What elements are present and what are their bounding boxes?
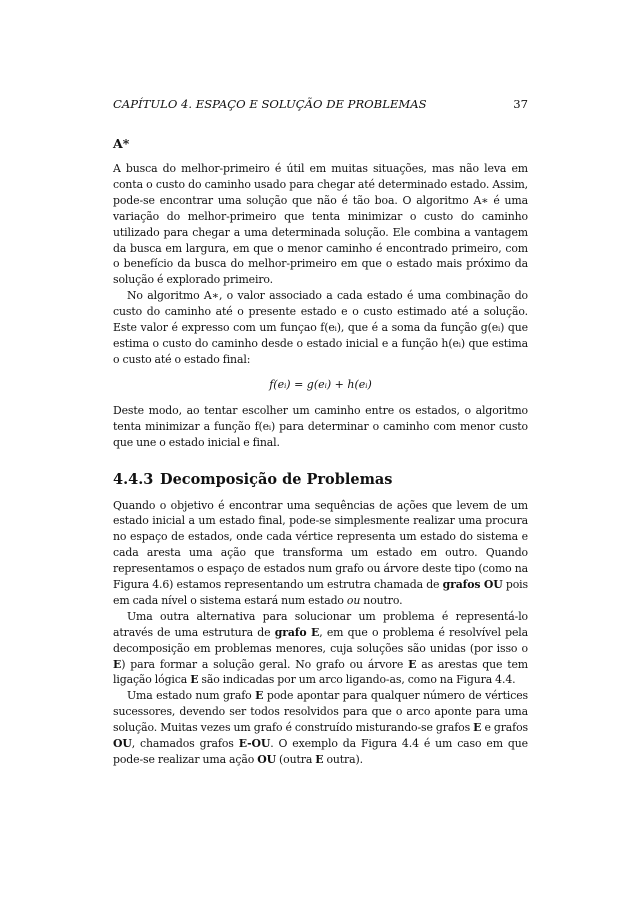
paragraph-decomposition-1: Quando o objetivo é encontrar uma sequências de ações que levem de um estado inicial a um estado final, pode-se simplesmente realizar uma procura no espaço de estados, onde cada vértice representa um estado do sistema e cada aresta uma ação que transforma um estado em outro. Quando representamos o espaço de estados num grafo ou árvore deste tipo (como na Figura 4.6) estamos representando um estrutra chamada de grafos OU pois em cada nível o sistema estará num estado ou noutro. [113,498,528,607]
paragraph-astar-intro: A busca do melhor-primeiro é útil em muitas situações, mas não leva em conta o custo do caminho usado para chegar até determinado estado. Assim, pode-se encontrar uma solução que não é tão boa. O algoritmo A∗ é uma variação do melhor-primeiro que tenta minimizar o custo do caminho utilizado para chegar a uma determinada solução. Ele combina a vantagem da busca em largura, em que o menor caminho é encontrado primeiro, com o benefício da busca do melhor-primeiro em que o estado mais próximo da solução é explorado primeiro. [113,162,528,287]
paragraph-decomposition-2: Uma outra alternativa para solucionar um problema é representá-lo através de uma estrutura de grafo E, em que o problema é resolvível pela decomposição em problemas menores, cuja soluções são unidas (por isso o E) para formar a solução geral. No grafo ou árvore E as arestas que tem ligação lógica E são indicadas por um arco ligando-as, como na Figura 4.4. [113,609,529,687]
paragraph-decomposition-3: Uma estado num grafo E pode apontar para qualquer número de vértices sucessores, devendo ser todos resolvidos para que o arco aponte para uma solução. Muitas vezes um grafo é construído misturando-se grafos E e grafos OU, chamados grafos E-OU. O exemplo da Figura 4.4 é um caso em que pode-se realizar uma ação OU (outra E outra). [113,689,528,766]
subsection-heading [113,471,528,489]
section-heading-astar: A* [113,136,130,151]
equation: f(eᵢ) = g(eᵢ) + h(eᵢ) [269,377,372,391]
running-header [113,97,528,111]
chapter-title: CAPÍTULO 4. ESPAÇO E SOLUÇÃO DE PROBLEMAS [113,97,427,111]
page [113,97,528,768]
subsection-title: Decomposição de Problemas [160,470,393,488]
page-number: 37 [513,97,528,111]
subsection-number: 4.4.3 [113,470,154,488]
paragraph-astar-definition: No algoritmo A∗, o valor associado a cada estado é uma combinação do custo do caminho até o presente estado e o custo estimado até a solução. Este valor é expresso com um funçao f(eᵢ), que é a soma da função g(eᵢ) que estima o custo do caminho desde o estado inicial e a função h(eᵢ) que estima o custo até o estado final: [113,289,528,366]
paragraph-astar-conclusion: Deste modo, ao tentar escolher um caminho entre os estados, o algoritmo tenta minimizar a função f(eᵢ) para determinar o caminho com menor custo que une o estado inicial e final. [113,403,528,449]
